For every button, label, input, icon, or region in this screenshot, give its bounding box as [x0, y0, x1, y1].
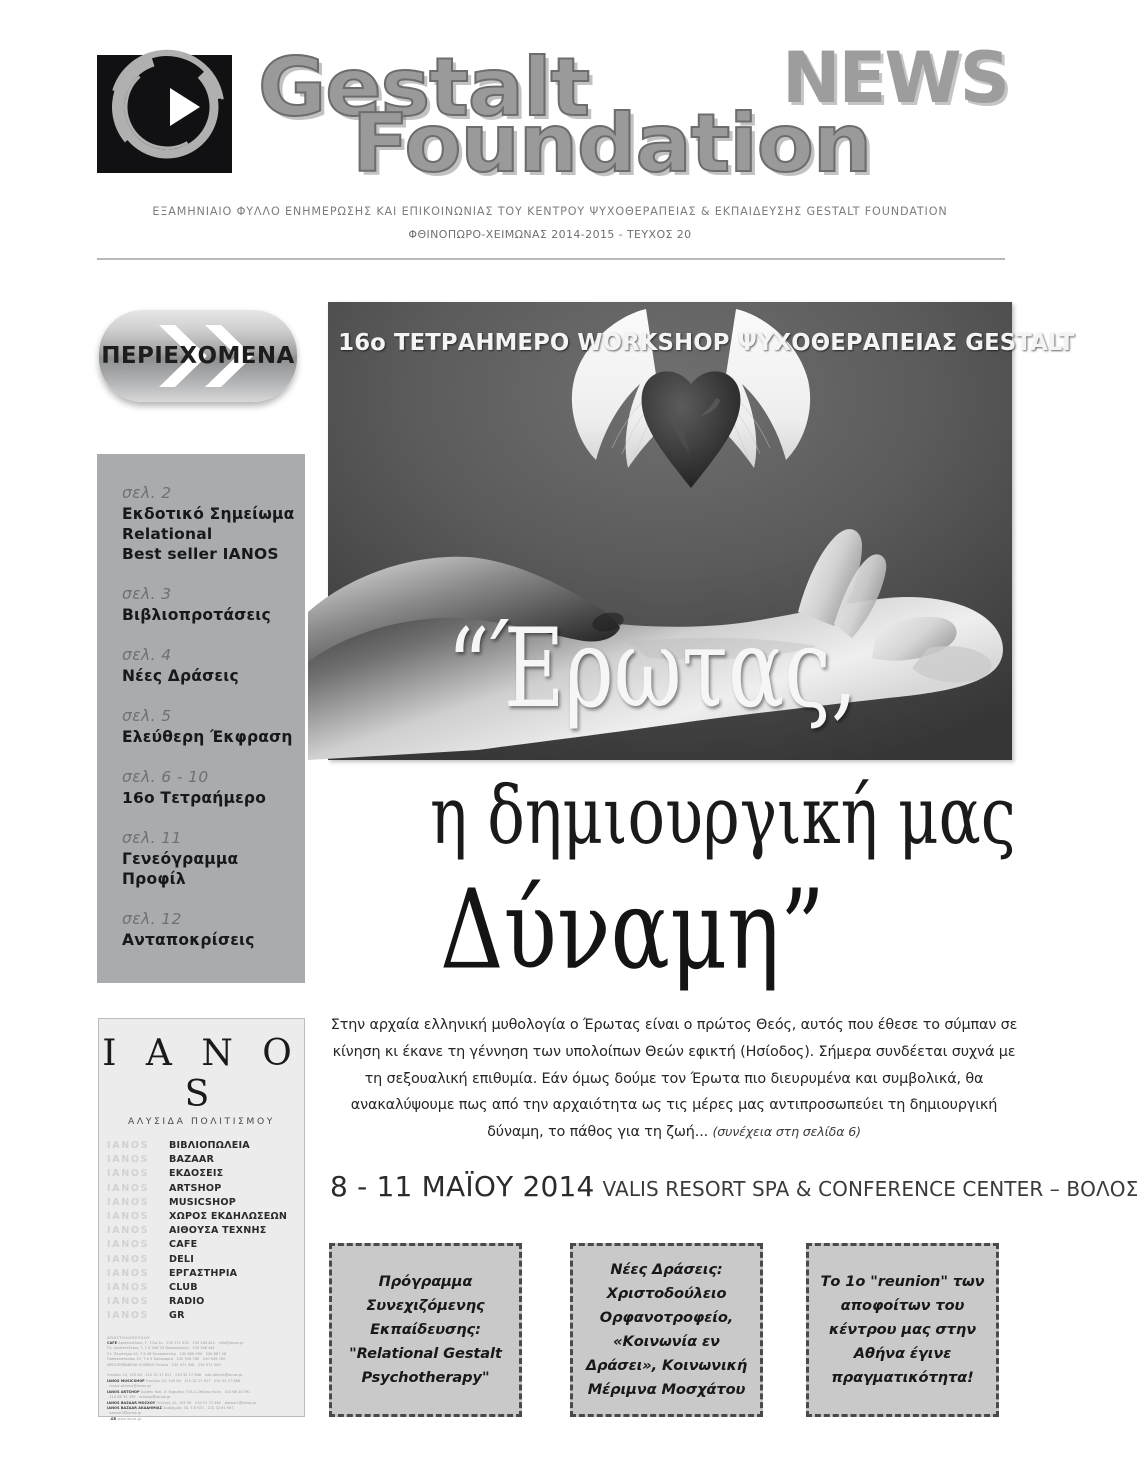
- masthead: [0, 0, 1100, 262]
- event-line: [330, 1170, 1138, 1203]
- masthead-divider: [97, 258, 1005, 260]
- contents-badge[interactable]: [99, 310, 297, 402]
- contents-group: [122, 484, 305, 564]
- contents-group: [122, 768, 305, 808]
- contents-group: [122, 707, 305, 747]
- ianos-brand-prefix: IANOS: [107, 1168, 150, 1180]
- ianos-contact-fineprint: ΑΠΟΣΤΟΛΟΠΟΥΛΟΥ CAFE Αριστοτέλους 7, Τ.Κα 2ο 230 271 934 230 284 812 info@ianos.gr Πλ. Αριστοτέλους 7, Τ.Κ 546 23 Θεσσαλονίκη 230 268 481 Στ. Πλαστήρα 45, Τ.Κ 48 Θεσσαλονίκη 230 866 090 230 867 48 Παπαναστασίου 19, Τ.Κ 9 Καλαμαριά 230 926 780 230 926 780 MEDITERRANEAN COSMOS Πυλαία 230 471 308 230 471 309 Σταδίου 24, 105 64 210 32 17 917 210 32 17 686 info.athens@ianos.gr IANOS MUSICSHOP Σταδίου 24, 105 64 210 32 17 917 210 32 17 686 music.athens@ianos.gr IANOS ARTSHOP Golden Hall, Λ. Κηφισίας 37Α & Σπύρου Λούη 210 68 30 391 210 68 30 399 artshop@ianos.gr IANOS BAZAAR ΜΟΣΧΟΥ Πελίνας 42, 105 09 210 57 71 362 bazaar1@ianos.gr IANOS BAZAAR ΑΚΑΔΗΜΙΑΣ Ακαδημίας 34, Τ.Κ 671 210 32 61 947 bazaar3@ianos.gr .GR www.ianos.gr: [107, 1335, 257, 1421]
- ianos-service-row: [107, 1224, 304, 1238]
- ianos-service-name: ΒΙΒΛΙΟΠΩΛΕΙΑ: [169, 1140, 250, 1151]
- masthead-title-foundation: Foundation: [352, 97, 872, 190]
- event-venue: VALIS RESORT SPA & CONFERENCE CENTER – ΒΟΛΟΣ: [602, 1177, 1138, 1201]
- ianos-service-row: [107, 1253, 304, 1267]
- contents-badge-label: ΠΕΡΙΕΧΟΜΕΝΑ: [101, 343, 295, 369]
- teaser-text: Νέες Δράσεις: Χριστοδούλειο Ορφανοτροφείο, «Κοινωνία εν Δράσει», Κοινωνική Μέριμνα Μοσχάτου: [585, 1261, 748, 1398]
- ianos-brand-prefix: IANOS: [107, 1154, 150, 1166]
- ianos-service-row: [107, 1139, 304, 1153]
- ianos-service-row: [107, 1309, 304, 1323]
- ianos-service-row: [107, 1210, 304, 1224]
- event-date: 8 - 11 ΜΑΪΟΥ 2014: [330, 1170, 595, 1203]
- contents-group: [122, 910, 305, 950]
- teaser-box-programme[interactable]: [329, 1243, 522, 1417]
- teaser-text: Πρόγραμμα Συνεχιζόμενης Εκπαίδευσης: "Relational Gestalt Psychotherapy": [349, 1273, 502, 1386]
- headline-line-2: η δημιουργική μας: [430, 769, 1016, 862]
- ianos-service-name: CLUB: [169, 1282, 198, 1294]
- ianos-advertisement[interactable]: [98, 1018, 305, 1421]
- masthead-tagline: ΕΞΑΜΗΝΙΑΙΟ ΦΥΛΛΟ ΕΝΗΜΕΡΩΣΗΣ ΚΑΙ ΕΠΙΚΟΙΝΩΝΙΑΣ ΤΟΥ ΚΕΝΤΡΟΥ ΨΥΧΟΘΕΡΑΠΕΙΑΣ & ΕΚΠΑΙΔΕΥΣΗΣ GESTALT FOUNDATION: [152, 205, 948, 218]
- ianos-service-name: CAFE: [169, 1239, 198, 1251]
- contents-entry[interactable]: Ανταποκρίσεις: [122, 931, 255, 949]
- masthead-issue-line: ΦΘΙΝΟΠΩΡΟ-ΧΕΙΜΩΝΑΣ 2014-2015 - ΤΕΥΧΟΣ 20: [408, 228, 692, 241]
- contents-entry[interactable]: Best seller IANOS: [122, 545, 279, 563]
- contents-entry[interactable]: Βιβλιοπροτάσεις: [122, 606, 271, 624]
- ianos-service-row: [107, 1267, 304, 1281]
- ianos-service-row: [107, 1153, 304, 1167]
- lede-paragraph: [330, 1012, 1018, 1146]
- ianos-brand-prefix: IANOS: [107, 1225, 150, 1237]
- contents-entry[interactable]: Προφίλ: [122, 870, 186, 888]
- ianos-service-name: ΧΩΡΟΣ ΕΚΔΗΛΩΣΕΩΝ: [169, 1211, 288, 1223]
- ianos-brand-prefix: IANOS: [107, 1196, 150, 1208]
- ianos-service-row: [107, 1238, 304, 1252]
- ianos-logo: I A N O S: [102, 1033, 301, 1115]
- ianos-brand-prefix: IANOS: [107, 1182, 150, 1194]
- lede-text: Στην αρχαία ελληνική μυθολογία ο Έρωτας είναι ο πρώτος Θεός, αυτός που έθεσε το σύμπαν σε κίνηση κι έκανε τη γέννηση των υπολοίπων Θεών εφικτή (Ησίοδος). Σήμερα συνδέεται συχνά με τη σεξουαλική επιθυμία. Εάν όμως δούμε τον Έρωτα πιο διευρυμένα και συμβολικά, θα ανακαλύψουμε πως από την αρχαιότητα ως τις μέρες μας αντιπροσωπεύει τη δημιουργική δύναμη, το πάθος για τη ζωή...: [330, 1017, 1018, 1141]
- ianos-brand-prefix: IANOS: [107, 1282, 150, 1294]
- ianos-service-name: BAZAAR: [169, 1154, 215, 1166]
- ianos-service-name: ΕΚΔΟΣΕΙΣ: [169, 1168, 224, 1180]
- ianos-service-name: MUSICSHOP: [169, 1196, 236, 1208]
- ianos-subtitle: ΑΛΥΣΙΔΑ ΠΟΛΙΤΙΣΜΟΥ: [127, 1116, 276, 1127]
- ianos-service-name: ΕΡΓΑΣΤΗΡΙΑ: [169, 1267, 238, 1279]
- contents-group: [122, 585, 305, 625]
- teaser-text: Το 1ο "reunion" των αποφοίτων του κέντρου μας στην Αθήνα έγινε πραγματικότητα!: [820, 1273, 985, 1386]
- ianos-brand-prefix: IANOS: [107, 1253, 150, 1265]
- ianos-service-name: ΑΙΘΟΥΣΑ ΤΕΧΝΗΣ: [169, 1225, 267, 1237]
- contents-page-number: σελ. 12: [122, 910, 182, 928]
- ianos-brand-prefix: IANOS: [107, 1296, 150, 1308]
- ianos-brand-prefix: IANOS: [107, 1211, 150, 1223]
- ianos-brand-prefix: IANOS: [107, 1140, 150, 1151]
- gestalt-brush-circle-play-logo-icon: [108, 48, 226, 166]
- masthead-title-gestalt: Gestalt: [258, 41, 590, 134]
- ianos-service-list: [107, 1139, 304, 1324]
- contents-group: [122, 646, 305, 686]
- ianos-service-name: DELI: [169, 1253, 194, 1265]
- ianos-service-row: [107, 1196, 304, 1210]
- contents-entry[interactable]: Relational: [122, 525, 213, 543]
- contents-page-number: σελ. 5: [122, 707, 172, 725]
- ianos-brand-prefix: IANOS: [107, 1310, 150, 1322]
- teaser-box-reunion[interactable]: [806, 1243, 999, 1417]
- headline-line-1: “Έρωτας,: [447, 605, 858, 732]
- contents-page-number: σελ. 6 - 10: [122, 768, 209, 786]
- contents-entry[interactable]: Εκδοτικό Σημείωμα: [122, 505, 295, 523]
- teaser-box-new-actions[interactable]: [570, 1243, 763, 1417]
- headline-line-3: Δύναμη”: [440, 865, 825, 994]
- contents-list: [97, 454, 305, 950]
- contents-entry[interactable]: Ελεύθερη Έκφραση: [122, 728, 293, 746]
- contents-page-number: σελ. 3: [122, 585, 172, 603]
- contents-panel: [97, 454, 305, 983]
- contents-page-number: σελ. 4: [122, 646, 172, 664]
- contents-page-number: σελ. 11: [122, 829, 182, 847]
- masthead-title-news: NEWS: [781, 37, 1008, 119]
- hero-kicker-title: 16ο ΤΕΤΡΑΗΜΕΡΟ WORKSHOP ΨΥΧΟΘΕΡΑΠΕΙΑΣ GESTALT: [338, 328, 1075, 356]
- ianos-service-name: RADIO: [169, 1296, 205, 1308]
- lede-continuation: (συνέχεια στη σελίδα 6): [712, 1124, 861, 1140]
- contents-entry[interactable]: Γενεόγραμμα: [122, 850, 239, 868]
- contents-page-number: σελ. 2: [122, 484, 172, 502]
- ianos-service-name: GR: [169, 1310, 185, 1322]
- contents-group: [122, 829, 305, 889]
- ianos-service-row: [107, 1182, 304, 1196]
- ianos-brand-prefix: IANOS: [107, 1239, 150, 1251]
- ianos-brand-prefix: IANOS: [107, 1267, 150, 1279]
- ianos-service-row: [107, 1281, 304, 1295]
- contents-entry[interactable]: 16ο Τετραήμερο: [122, 789, 267, 807]
- ianos-service-row: [107, 1295, 304, 1309]
- ianos-service-row: [107, 1167, 304, 1181]
- contents-entry[interactable]: Νέες Δράσεις: [122, 667, 239, 685]
- ianos-service-name: ARTSHOP: [169, 1182, 222, 1194]
